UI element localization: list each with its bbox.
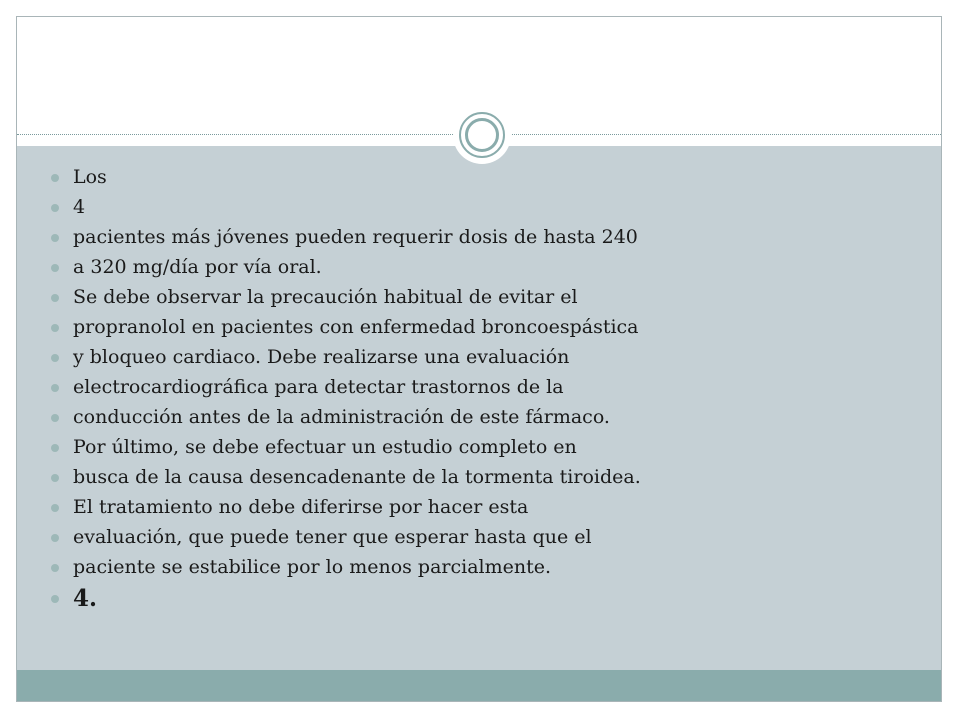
bullet-item: [51, 402, 921, 432]
bullet-item: [51, 372, 921, 402]
bullet-list: [51, 162, 921, 616]
bullet-item: [51, 462, 921, 492]
bullet-text: paciente se estabilice por lo menos parcialmente.: [73, 556, 552, 578]
bullet-dot-icon: [51, 444, 59, 452]
bullet-text: busca de la causa desencadenante de la tormenta tiroidea.: [73, 466, 641, 488]
bullet-dot-icon: [51, 354, 59, 362]
bullet-text: 4.: [73, 585, 98, 612]
bullet-dot-icon: [51, 324, 59, 332]
circle-ornament-inner: [465, 118, 499, 152]
bullet-dot-icon: [51, 204, 59, 212]
bullet-dot-icon: [51, 174, 59, 182]
bullet-text: a 320 mg/día por vía oral.: [73, 256, 322, 278]
bullet-dot-icon: [51, 504, 59, 512]
bullet-dot-icon: [51, 564, 59, 572]
bullet-item: [51, 162, 921, 192]
bullet-item: [51, 252, 921, 282]
bullet-item: [51, 582, 921, 616]
bullet-dot-icon: [51, 234, 59, 242]
bullet-item: [51, 492, 921, 522]
bullet-text: 4: [73, 196, 86, 218]
slide-content-area: [17, 146, 941, 670]
slide: [16, 16, 942, 702]
footer-bar: [17, 670, 941, 701]
bullet-dot-icon: [51, 294, 59, 302]
bullet-item: [51, 222, 921, 252]
circle-ornament-ring: [459, 112, 505, 158]
bullet-item: [51, 312, 921, 342]
bullet-dot-icon: [51, 264, 59, 272]
bullet-item: [51, 432, 921, 462]
bullet-dot-icon: [51, 384, 59, 392]
bullet-dot-icon: [51, 595, 59, 603]
bullet-text: El tratamiento no debe diferirse por hacer esta: [73, 496, 529, 518]
bullet-item: [51, 342, 921, 372]
bullet-text: pacientes más jóvenes pueden requerir dosis de hasta 240: [73, 226, 638, 248]
bullet-dot-icon: [51, 534, 59, 542]
bullet-text: electrocardiográfica para detectar trastornos de la: [73, 376, 564, 398]
bullet-text: propranolol en pacientes con enfermedad broncoespástica: [73, 316, 639, 338]
bullet-item: [51, 552, 921, 582]
bullet-item: [51, 192, 921, 222]
bullet-item: [51, 522, 921, 552]
bullet-item: [51, 282, 921, 312]
bullet-dot-icon: [51, 414, 59, 422]
bullet-text: conducción antes de la administración de este fármaco.: [73, 406, 610, 428]
bullet-text: Se debe observar la precaución habitual de evitar el: [73, 286, 578, 308]
circle-ornament-icon: [453, 106, 511, 164]
bullet-dot-icon: [51, 474, 59, 482]
bullet-text: Por último, se debe efectuar un estudio completo en: [73, 436, 577, 458]
bullet-text: Los: [73, 166, 107, 188]
bullet-text: evaluación, que puede tener que esperar hasta que el: [73, 526, 592, 548]
bullet-text: y bloqueo cardiaco. Debe realizarse una evaluación: [73, 346, 570, 368]
